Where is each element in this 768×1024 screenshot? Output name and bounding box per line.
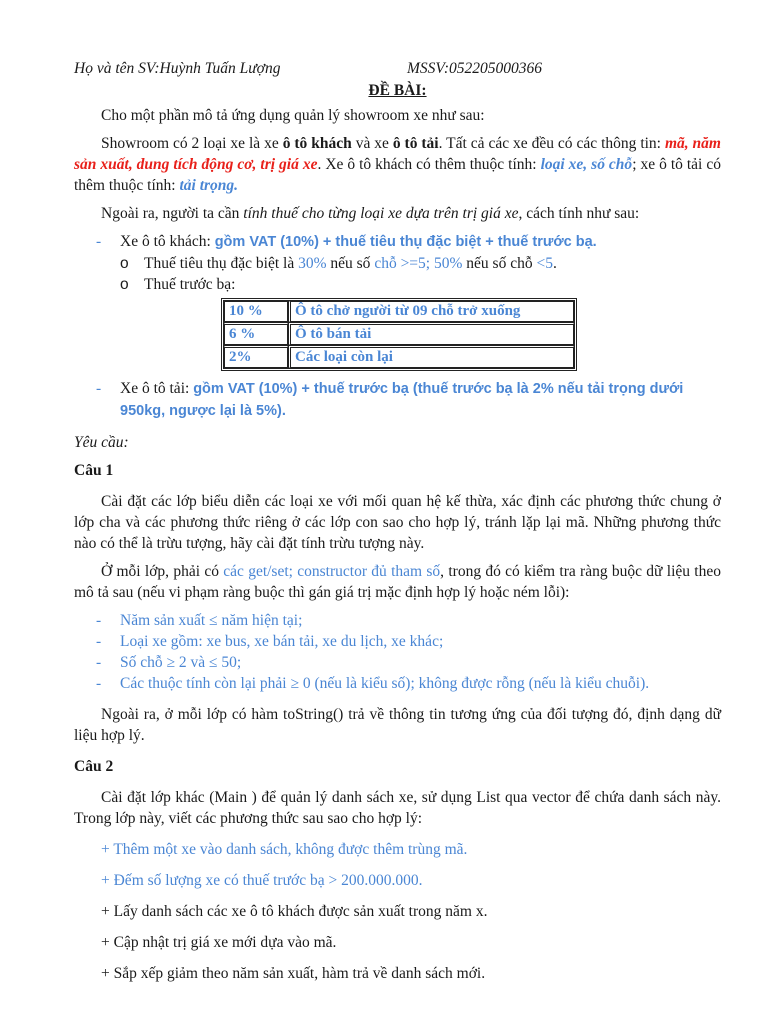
registration-tax-table [221,298,577,371]
blue-bold-text: gồm VAT (10%) + thuế trước bạ (thuế trước bạ là 2% nếu tải trọng dưới 950kg, ngược lại là 5%). [120,381,684,419]
text-run: , trong đó có kiểm tra ràng buộc dữ liệu theo mô tả sau (nếu vi phạm ràng buộc thì gán giá trị mặc định hợp lý hoặc ném lỗi): [74,563,721,601]
rule-item [74,610,721,631]
tax-desc-cell: Các loại còn lại [288,345,574,368]
text-run: Thuế trước bạ: [144,276,236,293]
bold-text: ô tô khách [282,135,352,152]
tax-desc-cell: Ô tô bán tải [288,322,574,345]
method-item: + Đếm số lượng xe có thuế trước bạ > 200.000.000. [101,872,423,889]
rule-text: Loại xe gồm: xe bus, xe bán tải, xe du lịch, xe khác; [120,633,444,650]
text-run: Xe ô tô khách: [120,233,215,250]
question-1-title: Câu 1 [74,462,114,479]
bullet-marker: - [96,380,102,397]
table-row [224,301,574,322]
tax-rate-cell: 2% [224,345,288,368]
assignment-title: ĐỀ BÀI: [368,82,427,99]
bullet-marker: - [96,612,102,629]
question-2-title: Câu 2 [74,758,114,775]
blue-text: 30% [298,255,327,272]
method-item: + Thêm một xe vào danh sách, không được thêm trùng mã. [101,841,468,858]
italic-text: tính thuế cho từng loại xe dựa trên trị giá xe [243,205,519,222]
bullet-marker: - [96,633,102,650]
document-page [74,58,721,984]
sub-bullet-marker: o [120,255,129,272]
text-run: Xe ô tô tải: [120,380,194,397]
rule-text: Các thuộc tính còn lại phải ≥ 0 (nếu là kiểu số); không được rỗng (nếu là kiểu chuỗi). [120,675,650,692]
text-run: . [552,255,557,272]
text-run: Thuế tiêu thụ đặc biệt là [144,255,299,272]
student-name: Họ và tên SV:Huỳnh Tuấn Lượng [74,60,281,77]
text-run: ; xe ô tô tải có thêm thuộc tính: [74,156,721,194]
question-1-paragraph-1: Cài đặt các lớp biểu diễn các loại xe với mối quan hệ kế thừa, xác định các phương thức chung ở lớp cha và các phương thức riêng ở các lớp con sao cho hợp lý, tránh lặp lại mã. Những phương thức nào có thể là trừu tượng, hãy cài đặt tính trừu tượng này. [74,493,721,552]
student-id: MSSV:052205000366 [407,60,543,77]
bullet-marker: - [96,233,102,250]
blue-emphasis: tải trọng. [179,177,239,194]
text-run: Showroom có 2 loại xe là xe [101,135,283,152]
rule-item [74,631,721,652]
method-item: + Cập nhật trị giá xe mới dựa vào mã. [101,934,337,951]
text-run: , cách tính như sau: [518,205,640,222]
question-1-paragraph-2 [74,561,721,603]
text-run: . Xe ô tô khách có thêm thuộc tính: [317,156,541,173]
question-2-paragraph-1: Cài đặt lớp khác (Main ) để quản lý danh sách xe, sử dụng List qua vector để chứa danh sách này. Trong lớp này, viết các phương thức sau sao cho hợp lý: [74,789,721,827]
sub-bullet-excise [74,253,721,274]
rule-text: Số chỗ ≥ 2 và ≤ 50; [120,654,242,671]
sub-bullet-registration [74,274,721,295]
bold-text: ô tô tải [392,135,439,152]
method-item: + Lấy danh sách các xe ô tô khách được sản xuất trong năm x. [101,903,488,920]
showroom-paragraph [74,133,721,196]
intro-paragraph: Cho một phần mô tả ứng dụng quản lý showroom xe như sau: [101,107,485,124]
tax-desc-cell: Ô tô chở người từ 09 chỗ trở xuống [288,301,574,322]
tax-intro-paragraph [74,203,721,224]
tax-rate-cell: 6 % [224,322,288,345]
rule-item [74,652,721,673]
text-run: nếu số [326,255,375,272]
question-1-paragraph-3: Ngoài ra, ở mỗi lớp có hàm toString() trả về thông tin tương ứng của đối tượng đó, định dạng dữ liệu hợp lý. [74,706,721,744]
text-run: và xe [351,135,393,152]
bullet-truck [74,378,721,422]
blue-text: các get/set; constructor đủ tham số [223,563,441,580]
rule-text: Năm sản xuất ≤ năm hiện tại; [120,612,303,629]
blue-text: <5 [536,255,553,272]
text-run: . Tất cả các xe đều có các thông tin: [438,135,665,152]
tax-rate-cell: 10 % [224,301,288,322]
blue-text: chỗ >=5; 50% [374,255,463,272]
blue-bold-text: gồm VAT (10%) + thuế tiêu thụ đặc biệt + thuế trước bạ. [214,234,597,250]
text-run: Ngoài ra, người ta cần [101,205,244,222]
red-emphasis: mã, năm sản xuất, dung tích động cơ, trị giá xe [74,135,721,173]
text-run: nếu số chỗ [462,255,537,272]
requirements-label: Yêu cầu: [74,434,129,451]
sub-bullet-marker: o [120,276,129,293]
table-row [224,322,574,345]
blue-emphasis: loại xe, số chỗ [540,156,633,173]
rule-item [74,673,721,694]
text-run: Ở mỗi lớp, phải có [101,563,224,580]
table-row [224,345,574,368]
bullet-marker: - [96,654,102,671]
bullet-passenger-car [74,231,721,253]
method-item: + Sắp xếp giảm theo năm sản xuất, hàm trả về danh sách mới. [101,965,486,982]
bullet-marker: - [96,675,102,692]
student-header [74,58,721,80]
